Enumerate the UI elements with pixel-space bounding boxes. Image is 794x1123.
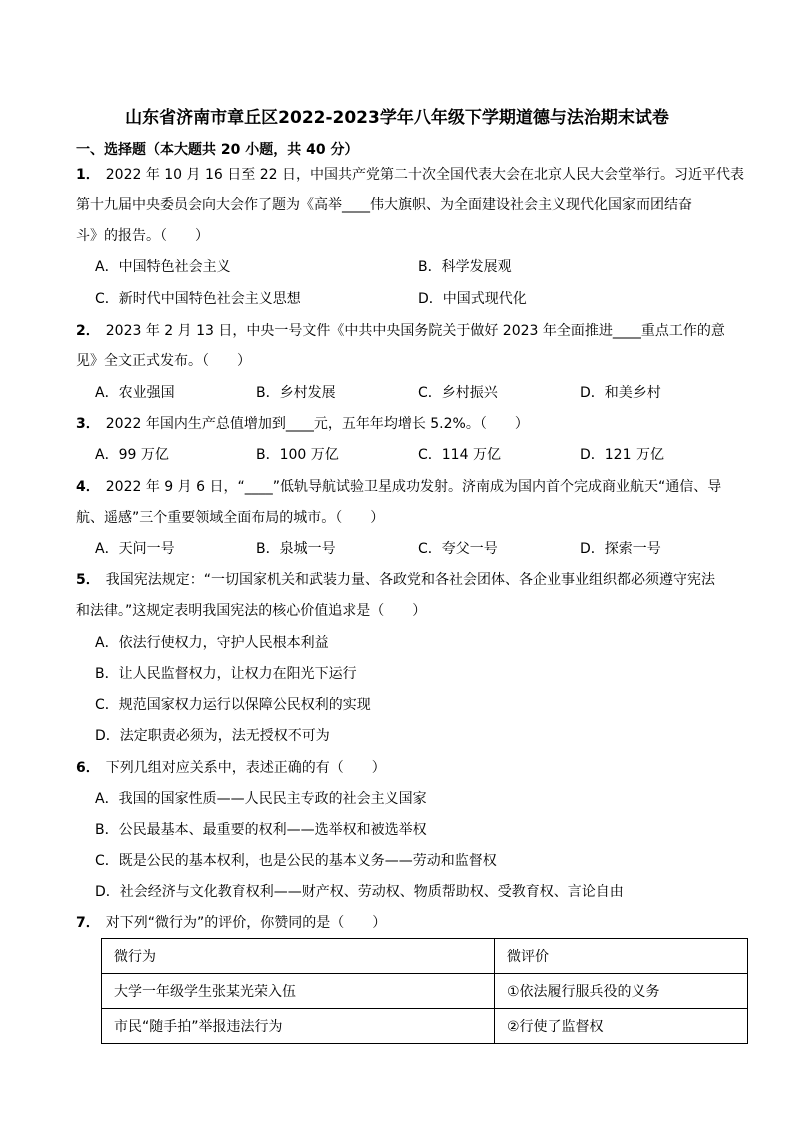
question-2-option-a[interactable]: A．农业强国 [95, 385, 175, 401]
question-1-option-c[interactable]: C．新时代中国特色社会主义思想 [95, 291, 301, 307]
question-2-line-2: 见》全文正式发布。（ ） [76, 353, 251, 369]
question-5-number: 5． [76, 572, 100, 588]
question-1-line-3: 斗》的报告。（ ） [76, 228, 209, 244]
question-5-option-c[interactable]: C．规范国家权力运行以保障公民权利的实现 [95, 697, 371, 713]
question-2-line-1: 2． 2023 年 2 月 13 日，中央一号文件《中共中央国务院关于做好 2023 年全面推进____重点工作的意 [76, 323, 725, 339]
question-7-line-1: 7． 对下列“微行为”的评价，你赞同的是（ ） [76, 915, 387, 931]
question-5-line-2: 和法律。”这规定表明我国宪法的核心价值追求是（ ） [76, 603, 427, 619]
question-6-option-c[interactable]: C．既是公民的基本权利，也是公民的基本义务——劳动和监督权 [95, 853, 497, 869]
question-4-option-d[interactable]: D．探索一号 [580, 541, 661, 557]
question-2-number: 2． [76, 323, 100, 339]
question-1-option-d[interactable]: D．中国式现代化 [418, 291, 527, 307]
question-5-line-1: 5． 我国宪法规定：“一切国家机关和武装力量、各政党和各社会团体、各企业事业组织都必须遵守宪法 [76, 572, 716, 588]
question-3-line-1: 3． 2022 年国内生产总值增加到____元，五年年均增长 5.2%。（ ） [76, 416, 529, 432]
question-1-line-1: 1． 2022 年 10 月 16 日至 22 日，中国共产党第二十次全国代表大会在北京人民大会堂举行。习近平代表 [76, 167, 744, 183]
question-4-option-b[interactable]: B．泉城一号 [256, 541, 336, 557]
question-1-option-a[interactable]: A．中国特色社会主义 [95, 259, 231, 275]
table-cell: 大学一年级学生张某光荣入伍 [102, 974, 495, 1009]
page-title: 山东省济南市章丘区2022-2023学年八年级下学期道德与法治期末试卷 [125, 108, 669, 128]
question-4-option-c[interactable]: C．夸父一号 [418, 541, 498, 557]
table-cell: ①依法履行服兵役的义务 [495, 974, 748, 1009]
table-cell: ②行使了监督权 [495, 1009, 748, 1044]
question-6-option-a[interactable]: A．我国的国家性质——人民民主专政的社会主义国家 [95, 791, 427, 807]
question-7-table [101, 938, 748, 1044]
question-2-option-c[interactable]: C．乡村振兴 [418, 385, 498, 401]
question-6-option-d[interactable]: D．社会经济与文化教育权利——财产权、劳动权、物质帮助权、受教育权、言论自由 [95, 884, 624, 900]
table-cell: 市民“随手拍”举报违法行为 [102, 1009, 495, 1044]
question-2-option-b[interactable]: B．乡村发展 [256, 385, 336, 401]
question-3-option-a[interactable]: A．99 万亿 [95, 447, 169, 463]
table-row [102, 1009, 748, 1044]
question-5-option-d[interactable]: D．法定职责必须为，法无授权不可为 [95, 728, 330, 744]
question-5-option-a[interactable]: A．依法行使权力，守护人民根本利益 [95, 635, 329, 651]
question-1-line-2: 第十九届中央委员会向大会作了题为《高举____伟大旗帜、为全面建设社会主义现代化国家而团结奋 [76, 197, 692, 213]
question-4-line-2: 航、遥感”三个重要领域全面布局的城市。（ ） [76, 510, 385, 526]
question-5-option-b[interactable]: B．让人民监督权力，让权力在阳光下运行 [95, 666, 357, 682]
question-3-option-d[interactable]: D．121 万亿 [580, 447, 664, 463]
question-1-option-b[interactable]: B．科学发展观 [418, 259, 512, 275]
question-3-option-b[interactable]: B．100 万亿 [256, 447, 339, 463]
question-4-number: 4． [76, 479, 100, 495]
question-4-line-1: 4． 2022 年 9 月 6 日，“____”低轨导航试验卫星成功发射。济南成为国内首个完成商业航天“通信、导 [76, 479, 722, 495]
question-7-number: 7． [76, 915, 100, 931]
table-header-row [102, 939, 748, 974]
question-1-number: 1． [76, 167, 100, 183]
question-6-option-b[interactable]: B．公民最基本、最重要的权利——选举权和被选举权 [95, 822, 427, 838]
section-heading: 一、选择题（本大题共 20 小题，共 40 分） [76, 142, 359, 158]
question-6-line-1: 6． 下列几组对应关系中，表述正确的有（ ） [76, 760, 386, 776]
question-2-option-d[interactable]: D．和美乡村 [580, 385, 661, 401]
table-header-cell: 微行为 [102, 939, 495, 974]
question-6-number: 6． [76, 760, 100, 776]
question-3-option-c[interactable]: C．114 万亿 [418, 447, 501, 463]
table-row [102, 974, 748, 1009]
question-3-number: 3． [76, 416, 100, 432]
table-header-cell: 微评价 [495, 939, 748, 974]
question-4-option-a[interactable]: A．天问一号 [95, 541, 175, 557]
